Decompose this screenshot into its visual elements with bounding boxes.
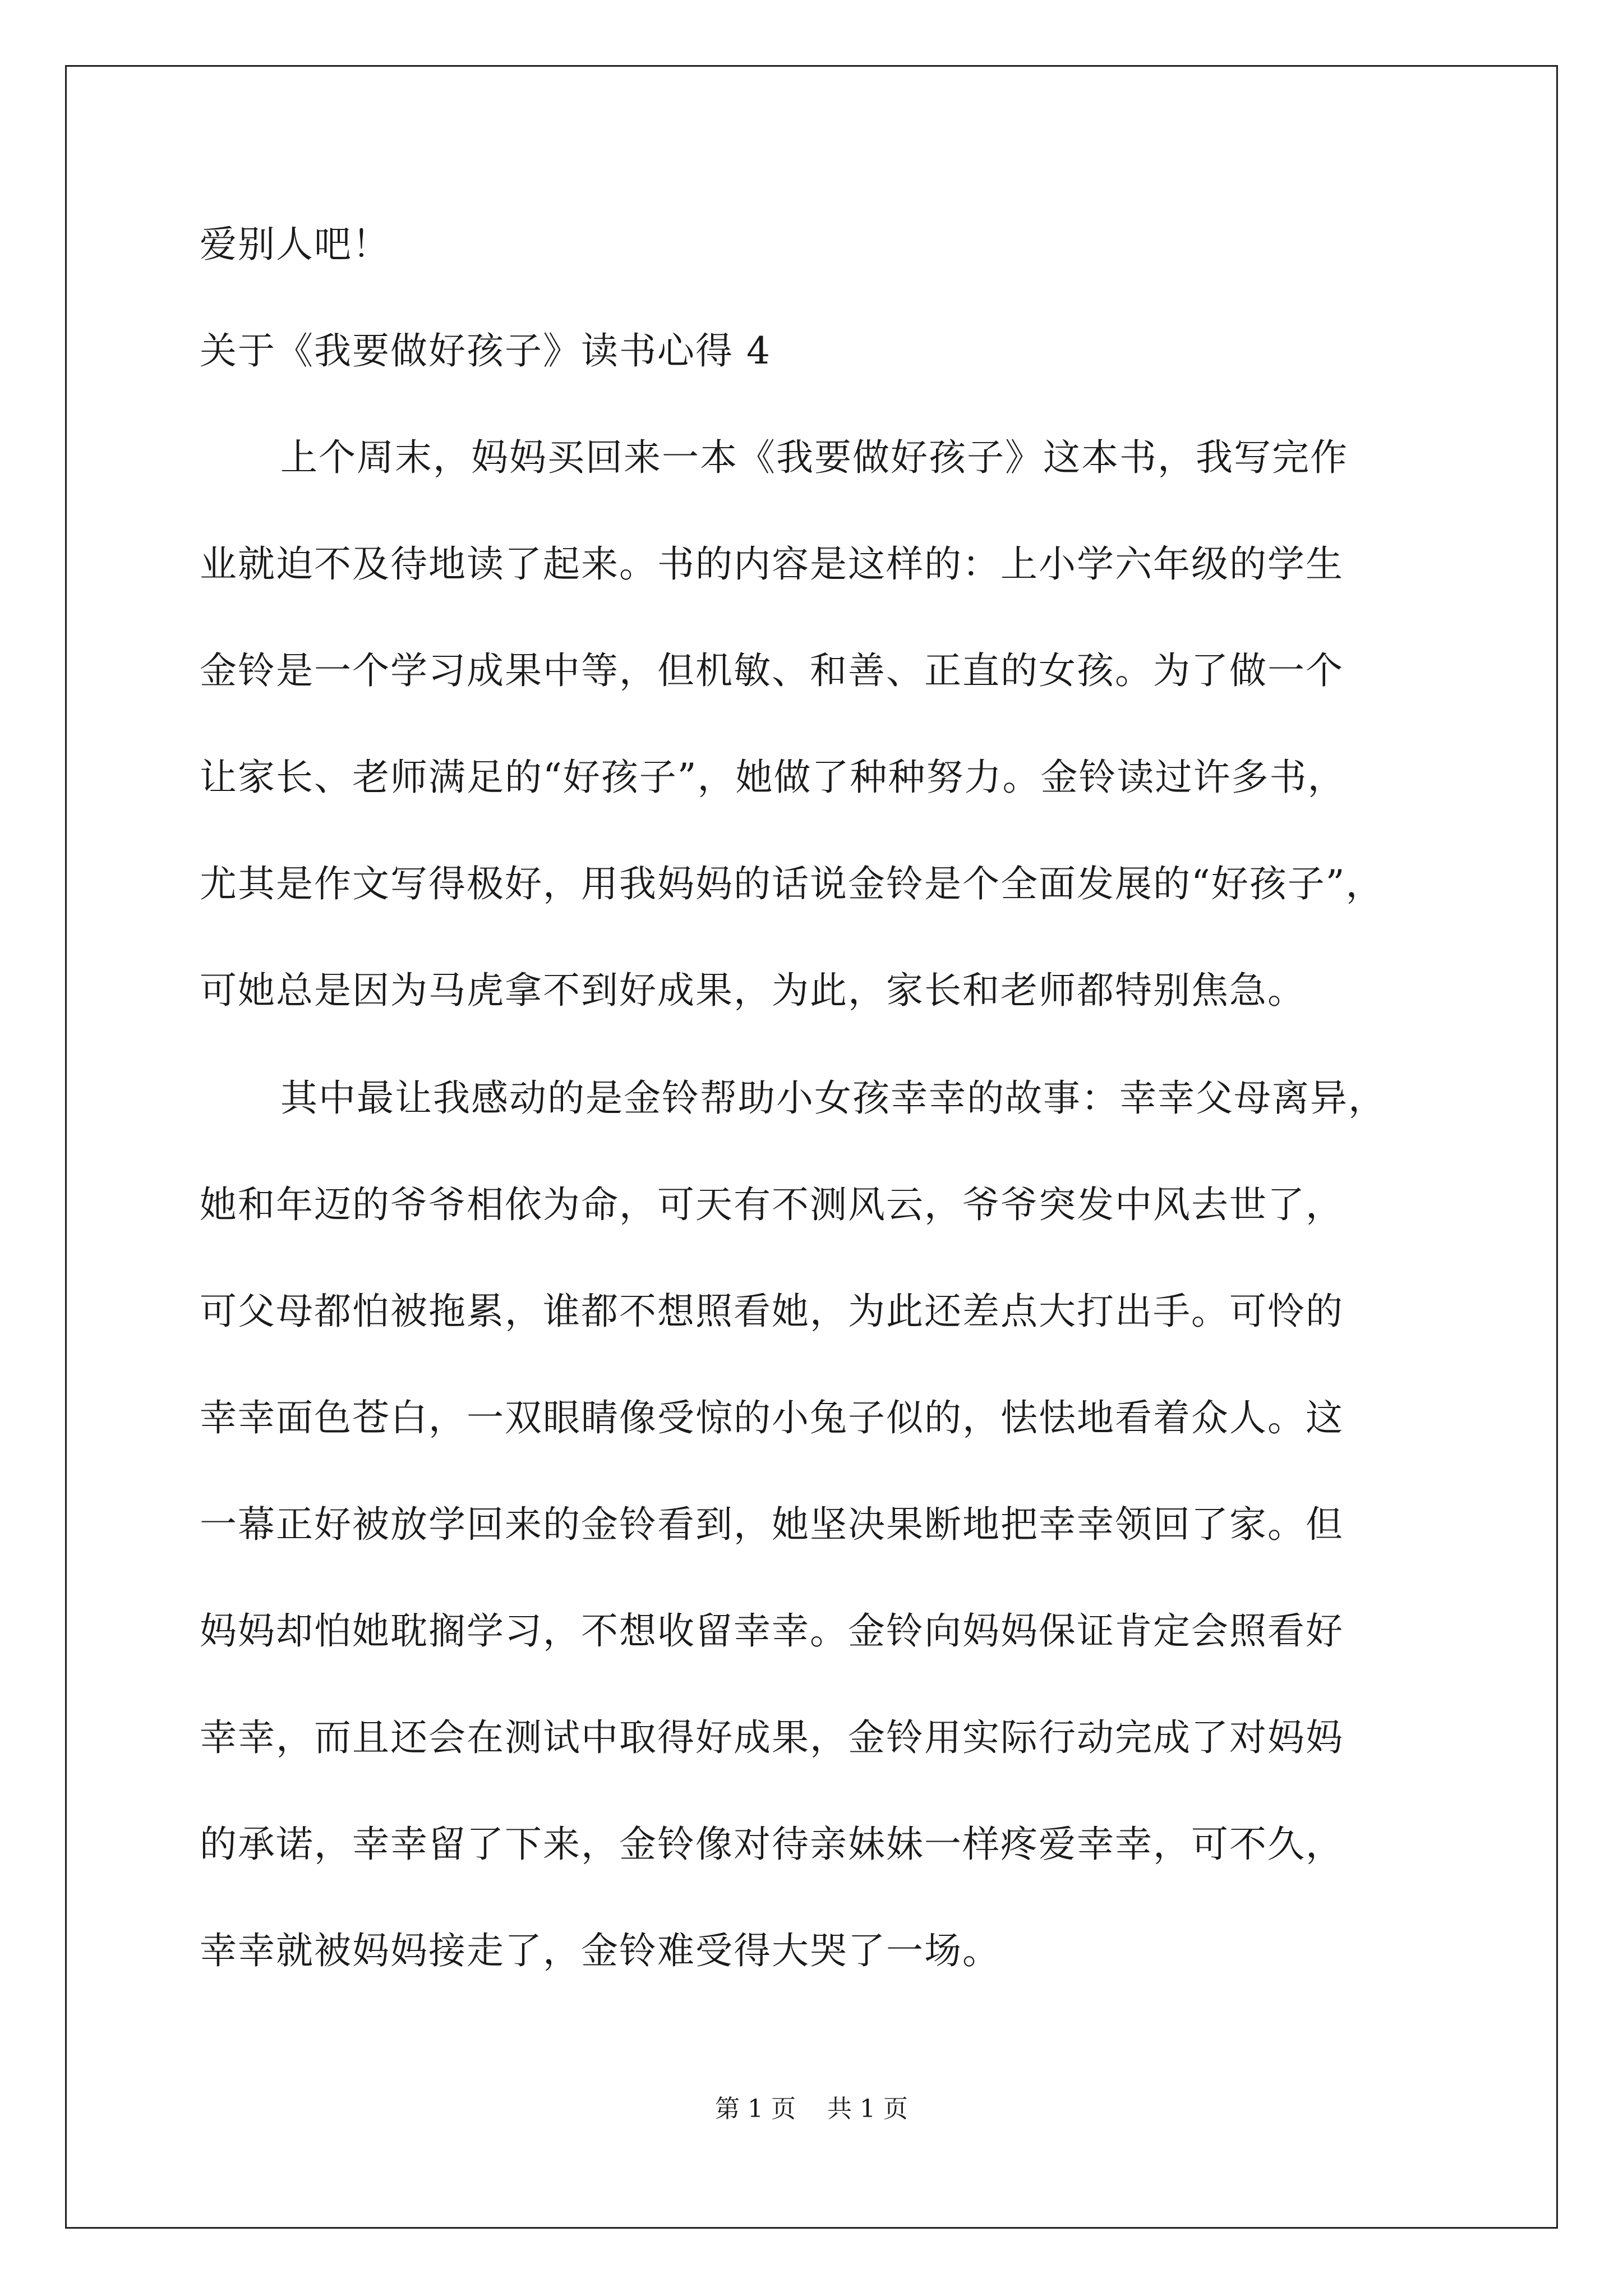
text-line: 幸幸就被妈妈接走了，金铃难受得大哭了一场。 [200, 1929, 1000, 1972]
text-line: 业就迫不及待地读了起来。书的内容是这样的：上小学六年级的学生 [200, 542, 1344, 586]
text-line: 爱别人吧！ [200, 223, 390, 266]
text-line: 一幕正好被放学回来的金铃看到，她坚决果断地把幸幸领回了家。但 [200, 1503, 1344, 1546]
text-line: 幸幸面色苍白，一双眼睛像受惊的小兔子似的，怯怯地看着众人。这 [200, 1396, 1344, 1439]
text-line: 妈妈却怕她耽搁学习，不想收留幸幸。金铃向妈妈保证肯定会照看好 [200, 1609, 1344, 1653]
page-footer: 第 1 页 共 1 页 [715, 2095, 908, 2123]
section-heading: 关于《我要做好孩子》读书心得 4 [200, 329, 771, 372]
text-line: 让家长、老师满足的“好孩子”，她做了种种努力。金铃读过许多书， [200, 756, 1346, 799]
text-line: 她和年迈的爷爷相依为命，可天有不测风云，爷爷突发中风去世了， [200, 1183, 1344, 1226]
paragraph-first-line: 其中最让我感动的是金铃帮助小女孩幸幸的故事：幸幸父母离异， [280, 1076, 1386, 1120]
page-border [65, 65, 1558, 2229]
text-line: 幸幸，而且还会在测试中取得好成果，金铃用实际行动完成了对妈妈 [200, 1716, 1344, 1759]
text-line: 尤其是作文写得极好，用我妈妈的话说金铃是个全面发展的“好孩子”， [200, 862, 1384, 905]
text-line: 的承诺，幸幸留了下来，金铃像对待亲妹妹一样疼爱幸幸，可不久， [200, 1823, 1344, 1866]
paragraph-first-line: 上个周末，妈妈买回来一本《我要做好孩子》这本书，我写完作 [280, 436, 1348, 479]
text-line: 金铃是一个学习成果中等，但机敏、和善、正直的女孩。为了做一个 [200, 649, 1344, 692]
text-line: 可父母都怕被拖累，谁都不想照看她，为此还差点大打出手。可怜的 [200, 1290, 1344, 1333]
text-line: 可她总是因为马虎拿不到好成果，为此，家长和老师都特别焦急。 [200, 969, 1306, 1012]
